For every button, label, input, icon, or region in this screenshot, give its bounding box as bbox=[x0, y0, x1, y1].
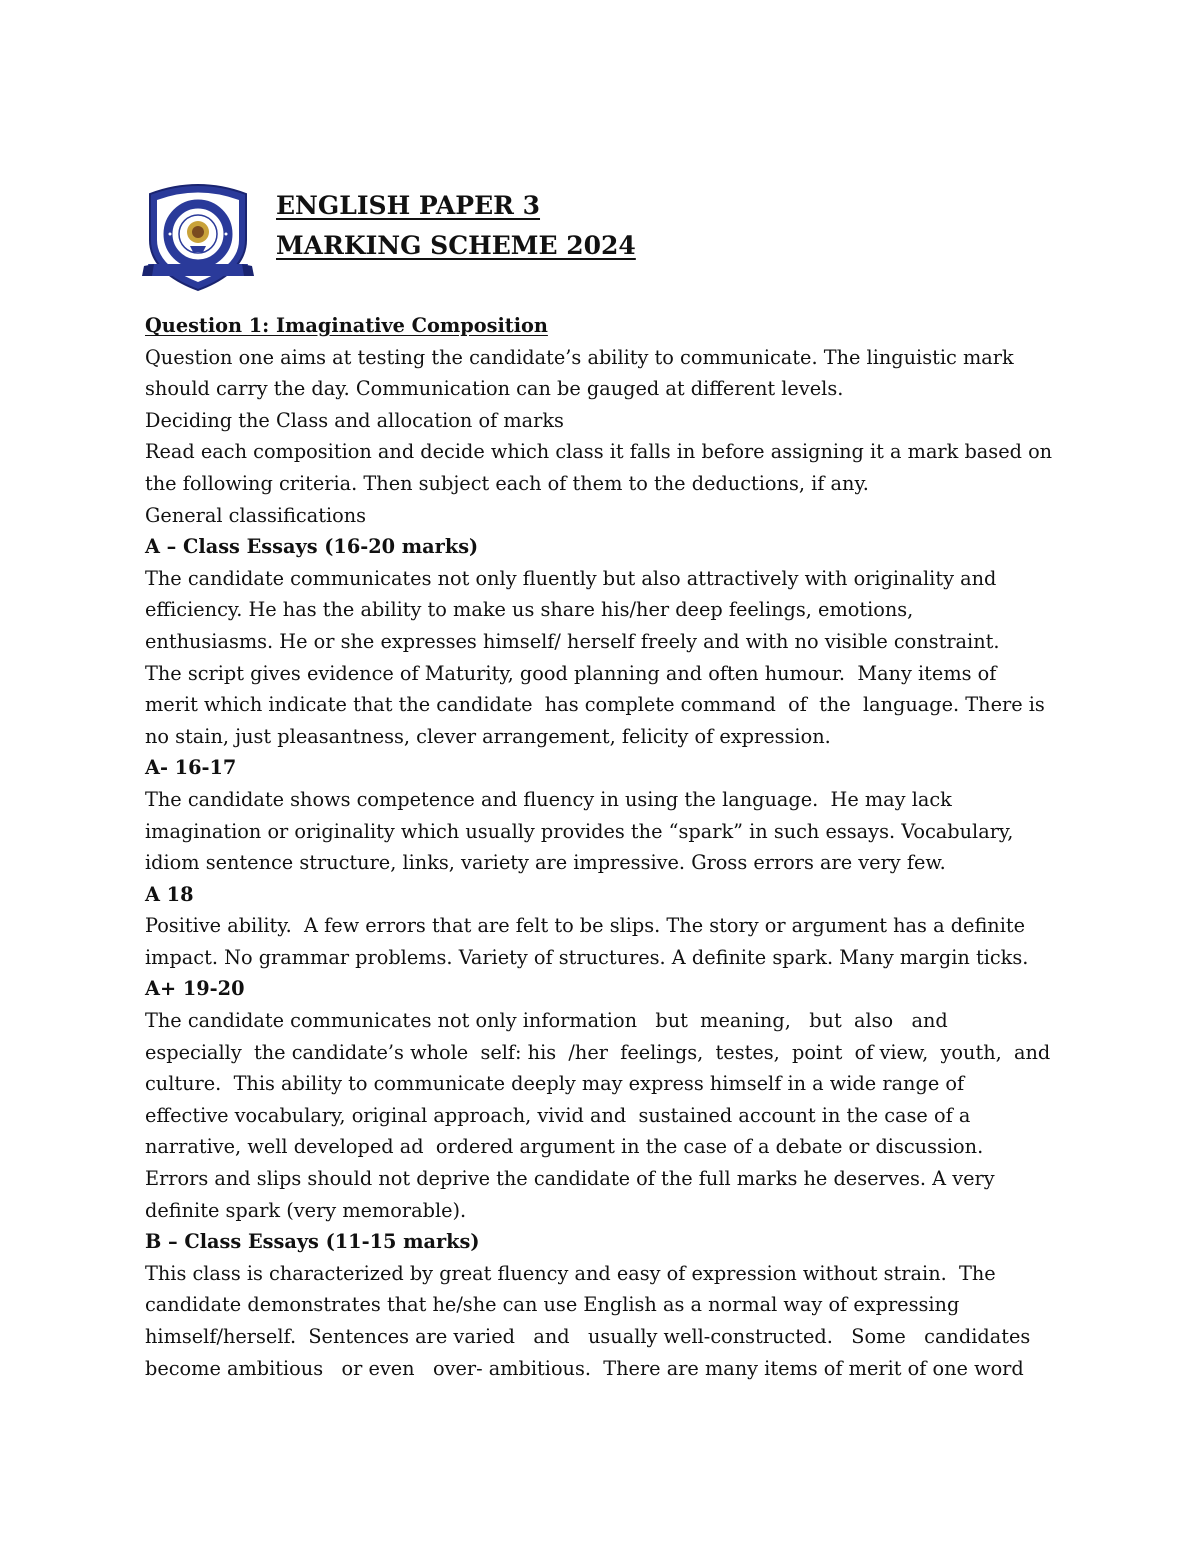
section-heading: B – Class Essays (11-15 marks) bbox=[145, 1230, 480, 1254]
body-text-line: Question one aims at testing the candidate’s ability to communicate. The linguistic mark bbox=[145, 345, 1014, 369]
body-text-line: should carry the day. Communication can be gauged at different levels. bbox=[145, 377, 844, 401]
body-text-line: become ambitious or even over- ambitious. There are many items of merit of one word bbox=[145, 1356, 1024, 1380]
body-text-line: impact. No grammar problems. Variety of structures. A definite spark. Many margin ticks. bbox=[145, 945, 1029, 969]
body-text-line: idiom sentence structure, links, variety are impressive. Gross errors are very few. bbox=[145, 851, 946, 875]
section-heading: A 18 bbox=[145, 882, 194, 906]
body-text-line: especially the candidate’s whole self: his /her feelings, testes, point of view, youth, and bbox=[145, 1040, 1051, 1064]
body-text-line: no stain, just pleasantness, clever arrangement, felicity of expression. bbox=[145, 724, 831, 748]
title-line-2: MARKING SCHEME 2024 bbox=[276, 231, 636, 260]
body-text-line: General classifications bbox=[145, 503, 367, 527]
body-text-line: the following criteria. Then subject each of them to the deductions, if any. bbox=[145, 471, 869, 495]
body-text-line: imagination or originality which usually provides the “spark” in such essays. Vocabulary, bbox=[145, 819, 1014, 843]
body-text-line: The candidate communicates not only fluently but also attractively with originality and bbox=[145, 566, 997, 590]
body-text-line: culture. This ability to communicate deeply may express himself in a wide range of bbox=[145, 1072, 965, 1096]
section-heading: Question 1: Imaginative Composition bbox=[145, 314, 548, 337]
body-text-line: Positive ability. A few errors that are felt to be slips. The story or argument has a definite bbox=[145, 914, 1026, 938]
body-text-line: himself/herself. Sentences are varied and usually well-constructed. Some candidates bbox=[145, 1325, 1031, 1348]
body-text-line: Deciding the Class and allocation of marks bbox=[145, 408, 564, 432]
body-text-line: The script gives evidence of Maturity, good planning and often humour. Many items of bbox=[145, 661, 997, 685]
body-text-line: The candidate shows competence and fluency in using the language. He may lack bbox=[145, 787, 952, 811]
body-text-line: efficiency. He has the ability to make us share his/her deep feelings, emotions, bbox=[145, 598, 914, 622]
document-header bbox=[140, 180, 1080, 300]
title-line-1: ENGLISH PAPER 3 bbox=[276, 191, 541, 220]
section-heading: A- 16-17 bbox=[145, 756, 237, 780]
body-text-line: This class is characterized by great fluency and easy of expression without strain. The bbox=[145, 1261, 996, 1285]
body-text-line: The candidate communicates not only information but meaning, but also and bbox=[145, 1009, 948, 1033]
document-body bbox=[145, 310, 1070, 1384]
section-heading: A+ 19-20 bbox=[145, 977, 245, 1001]
body-text-line: definite spark (very memorable). bbox=[145, 1198, 467, 1222]
body-text-line: Errors and slips should not deprive the candidate of the full marks he deserves. A very bbox=[145, 1167, 995, 1191]
body-text-line: narrative, well developed ad ordered argument in the case of a debate or discussion. bbox=[145, 1135, 984, 1159]
section-heading: A – Class Essays (16-20 marks) bbox=[145, 535, 479, 559]
body-text-line: effective vocabulary, original approach, vivid and sustained account in the case of a bbox=[145, 1103, 971, 1127]
body-text-line: candidate demonstrates that he/she can use English as a normal way of expressing bbox=[145, 1293, 960, 1317]
body-text-line: merit which indicate that the candidate has complete command of the language. There is bbox=[145, 693, 1045, 717]
school-crest-logo bbox=[140, 180, 256, 296]
body-text-line: enthusiasms. He or she expresses himself/ herself freely and with no visible constraint. bbox=[145, 629, 1000, 653]
title-block bbox=[276, 186, 636, 266]
body-text-line: Read each composition and decide which class it falls in before assigning it a mark based on bbox=[145, 440, 1053, 464]
